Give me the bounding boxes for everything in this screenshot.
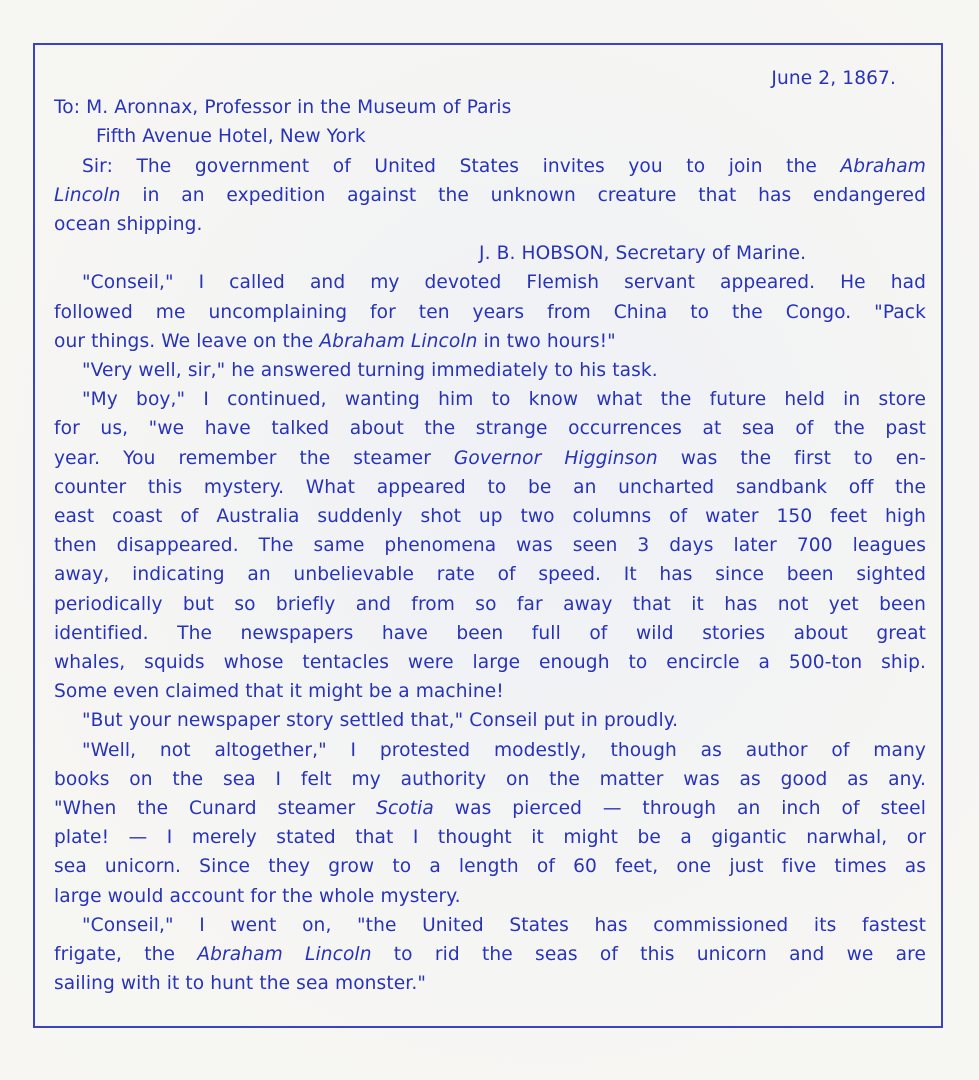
story-line xyxy=(54,327,926,356)
story-line: "Conseil," I went on, "the United States has commissioned its fastest xyxy=(82,914,926,936)
text-run: frigate, the xyxy=(54,944,198,966)
text-run: in an expedition against the unknown creature that has endangered xyxy=(120,184,926,206)
letter-date: June 2, 1867. xyxy=(771,68,896,89)
story-line: then disappeared. The same phenomena was seen 3 days later 700 leagues xyxy=(54,535,926,557)
letter-body-line xyxy=(54,152,926,181)
ship-name: Scotia xyxy=(376,798,434,820)
ship-name: Abraham Lincoln xyxy=(197,944,372,966)
letter-recipient: To: M. Aronnax, Professor in the Museum of Paris xyxy=(54,97,512,119)
letter-signature: J. B. HOBSON, Secretary of Marine. xyxy=(479,243,807,265)
text-run: was the first to en- xyxy=(657,447,926,469)
ship-name: Abraham Lincoln xyxy=(319,330,478,352)
story-line xyxy=(54,940,926,969)
text-run: Sir: The government of United States invites you to join the xyxy=(82,155,841,177)
story-line: followed me uncomplaining for ten years from China to the Congo. "Pack xyxy=(54,301,926,323)
story-line: for us, "we have talked about the strange occurrences at sea of the past xyxy=(54,418,926,440)
story-line xyxy=(54,794,926,823)
letter-body-line xyxy=(54,181,926,210)
text-run: to rid the seas of this unicorn and we are xyxy=(371,944,926,966)
story-line: "Well, not altogether," I protested modestly, though as author of many xyxy=(82,739,926,761)
story-line: books on the sea I felt my authority on the matter was as good as any. xyxy=(54,768,926,790)
story-line: "Very well, sir," he answered turning immediately to his task. xyxy=(82,360,658,382)
story-line xyxy=(54,444,926,473)
ship-name: Lincoln xyxy=(54,184,121,206)
text-run: our things. We leave on the xyxy=(54,330,320,352)
text-run: in two hours!" xyxy=(477,330,616,352)
story-line: sailing with it to hunt the sea monster." xyxy=(54,973,426,995)
story-line: identified. The newspapers have been full of wild stories about great xyxy=(54,622,926,644)
story-line: away, indicating an unbelievable rate of speed. It has since been sighted xyxy=(54,564,926,586)
story-line: "My boy," I continued, wanting him to know what the future held in store xyxy=(82,389,926,411)
story-line: east coast of Australia suddenly shot up two columns of water 150 feet high xyxy=(54,506,926,528)
text-run: "When the Cunard steamer xyxy=(54,798,377,820)
ship-name: Abraham xyxy=(840,155,926,177)
text-run: year. You remember the steamer xyxy=(54,447,454,469)
story-line: counter this mystery. What appeared to be an uncharted sandbank off the xyxy=(54,476,926,498)
letter-body-line: ocean shipping. xyxy=(54,214,203,236)
story-line: sea unicorn. Since they grow to a length of 60 feet, one just five times as xyxy=(54,856,926,878)
letter-address: Fifth Avenue Hotel, New York xyxy=(96,126,366,148)
story-line: whales, squids whose tentacles were large enough to encircle a 500-ton ship. xyxy=(54,652,926,674)
ship-name: Governor Higginson xyxy=(453,447,658,469)
story-line: "Conseil," I called and my devoted Flemish servant appeared. He had xyxy=(82,272,926,294)
letter-text xyxy=(54,64,926,999)
story-line: large would account for the whole mystery. xyxy=(54,885,461,907)
story-line: plate! — I merely stated that I thought it might be a gigantic narwhal, or xyxy=(54,827,926,849)
story-line: Some even claimed that it might be a machine! xyxy=(54,681,504,703)
story-line: periodically but so briefly and from so far away that it has not yet been xyxy=(54,593,926,615)
text-run: was pierced — through an inch of steel xyxy=(433,798,926,820)
story-line: "But your newspaper story settled that," Conseil put in proudly. xyxy=(82,710,679,732)
